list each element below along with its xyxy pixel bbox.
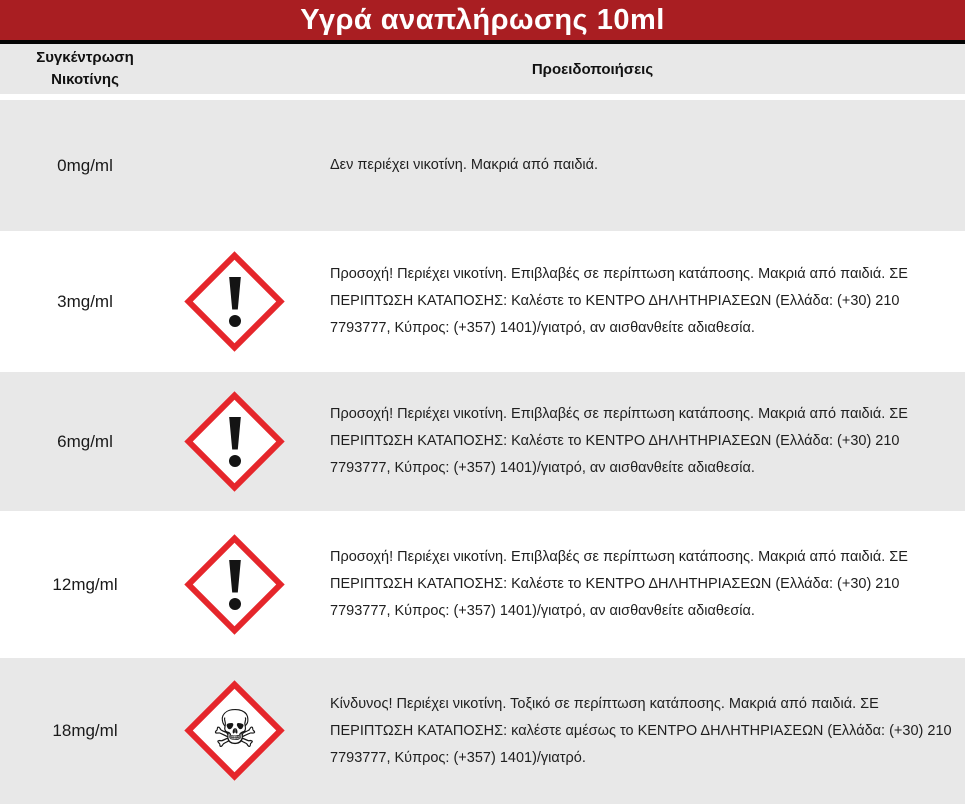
concentration-value: 0mg/ml	[57, 155, 113, 175]
warning-text: Προσοχή! Περιέχει νικοτίνη. Επιβλαβές σε περίπτωση κατάποσης. Μακριά από παιδιά. ΣΕ ΠΕΡΙΠΤΩΣΗ ΚΑΤΑΠΟΣΗΣ: Καλέστε το ΚΕΝΤΡΟ ΔΗΛΗΤΗΡΙΑΣΕΩΝ (Ελλάδα: (+30) 210 7793777, Κύπρος: (+357) 1401)/γιατρό, αν αισθανθείτε αδιαθεσία.	[330, 266, 908, 336]
exclamation-glyph	[184, 534, 286, 636]
warning-text: Κίνδυνος! Περιέχει νικοτίνη. Τοξικό σε περίπτωση κατάποσης. Μακριά από παιδιά. ΣΕ ΠΕΡΙΠΤΩΣΗ ΚΑΤΑΠΟΣΗΣ: καλέστε αμέσως το ΚΕΝΤΡΟ ΔΗΛΗΤΗΡΙΑΣΕΩΝ (Ελλάδα: (+30) 210 7793777, Κύπρος: (+357) 1401)/γιατρό.	[330, 695, 952, 766]
title-bar	[0, 0, 965, 40]
warning-text: Προσοχή! Περιέχει νικοτίνη. Επιβλαβές σε περίπτωση κατάποσης. Μακριά από παιδιά. ΣΕ ΠΕΡΙΠΤΩΣΗ ΚΑΤΑΠΟΣΗΣ: Καλέστε το ΚΕΝΤΡΟ ΔΗΛΗΤΗΡΙΑΣΕΩΝ (Ελλάδα: (+30) 210 7793777, Κύπρος: (+357) 1401)/γιατρό, αν αισθανθείτε αδιαθεσία.	[330, 549, 908, 619]
warning-text: Προσοχή! Περιέχει νικοτίνη. Επιβλαβές σε περίπτωση κατάποσης. Μακριά από παιδιά. ΣΕ ΠΕΡΙΠΤΩΣΗ ΚΑΤΑΠΟΣΗΣ: Καλέστε το ΚΕΝΤΡΟ ΔΗΛΗΤΗΡΙΑΣΕΩΝ (Ελλάδα: (+30) 210 7793777, Κύπρος: (+357) 1401)/γιατρό, αν αισθανθείτε αδιαθεσία.	[330, 406, 908, 476]
table-header-row	[0, 44, 965, 94]
table-row	[0, 511, 965, 658]
column-header-concentration-line1: Συγκέντρωση	[36, 49, 134, 66]
concentration-value: 3mg/ml	[57, 291, 113, 311]
pictogram-cell	[170, 680, 300, 782]
page-title: Υγρά αναπλήρωσης 10ml	[300, 4, 665, 36]
exclamation-glyph	[184, 251, 286, 353]
skull-glyph: ☠	[211, 699, 259, 760]
exclamation-glyph	[184, 391, 286, 493]
table-row	[0, 658, 965, 804]
concentration-value: 18mg/ml	[52, 721, 118, 740]
skull-crossbones-icon	[184, 680, 286, 782]
column-header-concentration-line2: Νικοτίνης	[51, 71, 119, 88]
table-body	[0, 100, 965, 804]
column-header-concentration	[0, 47, 170, 91]
concentration-value: 12mg/ml	[52, 574, 118, 594]
warning-text: Δεν περιέχει νικοτίνη. Μακριά από παιδιά.	[330, 157, 599, 173]
table-row	[0, 100, 965, 231]
table-row	[0, 231, 965, 372]
exclamation-hazard-icon	[184, 391, 286, 493]
pictogram-cell	[170, 251, 300, 353]
concentration-value: 6mg/ml	[57, 431, 113, 451]
pictogram-cell	[170, 391, 300, 493]
exclamation-hazard-icon	[184, 251, 286, 353]
column-header-warnings: Προειδοποιήσεις	[531, 60, 654, 78]
pictogram-cell	[170, 534, 300, 636]
exclamation-hazard-icon	[184, 534, 286, 636]
table-row	[0, 372, 965, 511]
